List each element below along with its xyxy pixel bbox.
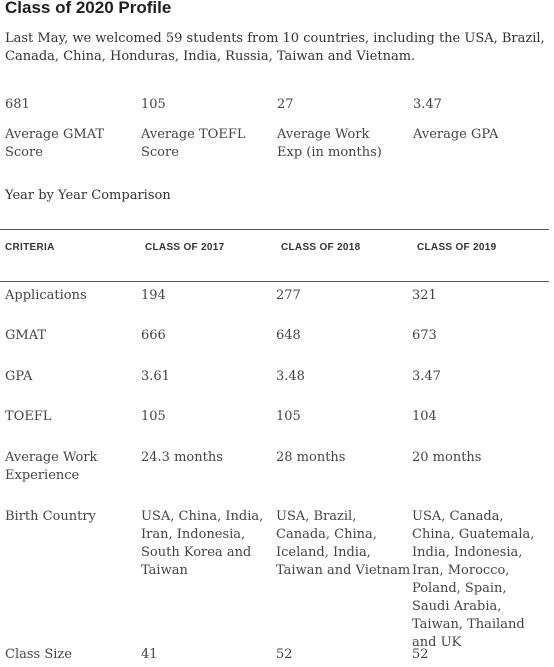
- cell-2017: 194: [141, 288, 166, 303]
- stat-value: 681: [5, 97, 30, 112]
- cell-2018: 3.48: [276, 369, 305, 384]
- stat-work-exp: [277, 96, 397, 162]
- cell-2018: 105: [276, 409, 301, 424]
- cell-2017: 24.3 months: [141, 450, 223, 465]
- cell-2019: 52: [412, 647, 429, 662]
- header-criteria: CRITERIA: [5, 242, 55, 253]
- row-label: Birth Country: [5, 509, 96, 524]
- cell-2018: 28 months: [276, 450, 346, 465]
- stat-value: 105: [141, 97, 166, 112]
- cell-2017: 105: [141, 409, 166, 424]
- cell-2019: 3.47: [412, 369, 441, 384]
- row-label: Class Size: [5, 647, 72, 662]
- header-class-2018: CLASS OF 2018: [281, 242, 361, 253]
- cell-2019: 321: [412, 288, 437, 303]
- cell-2018: 277: [276, 288, 301, 303]
- table-top-divider: [0, 229, 549, 230]
- comparison-title: Year by Year Comparison: [5, 188, 171, 203]
- cell-2017: 41: [141, 647, 158, 662]
- header-class-2019: CLASS OF 2019: [417, 242, 497, 253]
- header-class-2017: CLASS OF 2017: [145, 242, 225, 253]
- cell-2019: 20 months: [412, 450, 482, 465]
- row-label: GMAT: [5, 328, 47, 343]
- stat-label: Average GMAT Score: [5, 127, 105, 160]
- stat-value: 3.47: [413, 97, 442, 112]
- cell-2018: 52: [276, 647, 293, 662]
- row-label: GPA: [5, 369, 33, 384]
- row-label: Applications: [5, 288, 87, 303]
- stat-gmat: [5, 96, 140, 162]
- stat-value: 27: [277, 97, 294, 112]
- stat-label: Average GPA: [413, 127, 499, 142]
- page-title: Class of 2020 Profile: [5, 0, 172, 17]
- cell-2017: USA, China, India, Iran, Indonesia, South Korea and Taiwan: [141, 509, 264, 578]
- stat-label: Average Work Exp (in months): [277, 127, 382, 160]
- cell-2019: USA, Canada, China, Guatemala, India, Indonesia, Iran, Morocco, Poland, Spain, Saudi Arabia, Taiwan, Thailand and UK: [412, 509, 535, 650]
- stat-gpa: [413, 96, 548, 144]
- intro-paragraph: Last May, we welcomed 59 students from 10 countries, including the USA, Brazil, Canada, China, Honduras, India, Russia, Taiwan and Vietnam.: [5, 31, 545, 64]
- cell-2017: 666: [141, 328, 166, 343]
- cell-2017: 3.61: [141, 369, 170, 384]
- stat-toefl: [141, 96, 276, 162]
- table-header-divider: [0, 281, 549, 282]
- stat-label: Average TOEFL Score: [141, 127, 246, 160]
- row-label: TOEFL: [5, 409, 52, 424]
- cell-2018: 648: [276, 328, 301, 343]
- cell-2019: 673: [412, 328, 437, 343]
- cell-2018: USA, Brazil, Canada, China, Iceland, India, Taiwan and Vietnam: [276, 509, 411, 578]
- row-label: Average Work Experience: [5, 450, 98, 483]
- cell-2019: 104: [412, 409, 437, 424]
